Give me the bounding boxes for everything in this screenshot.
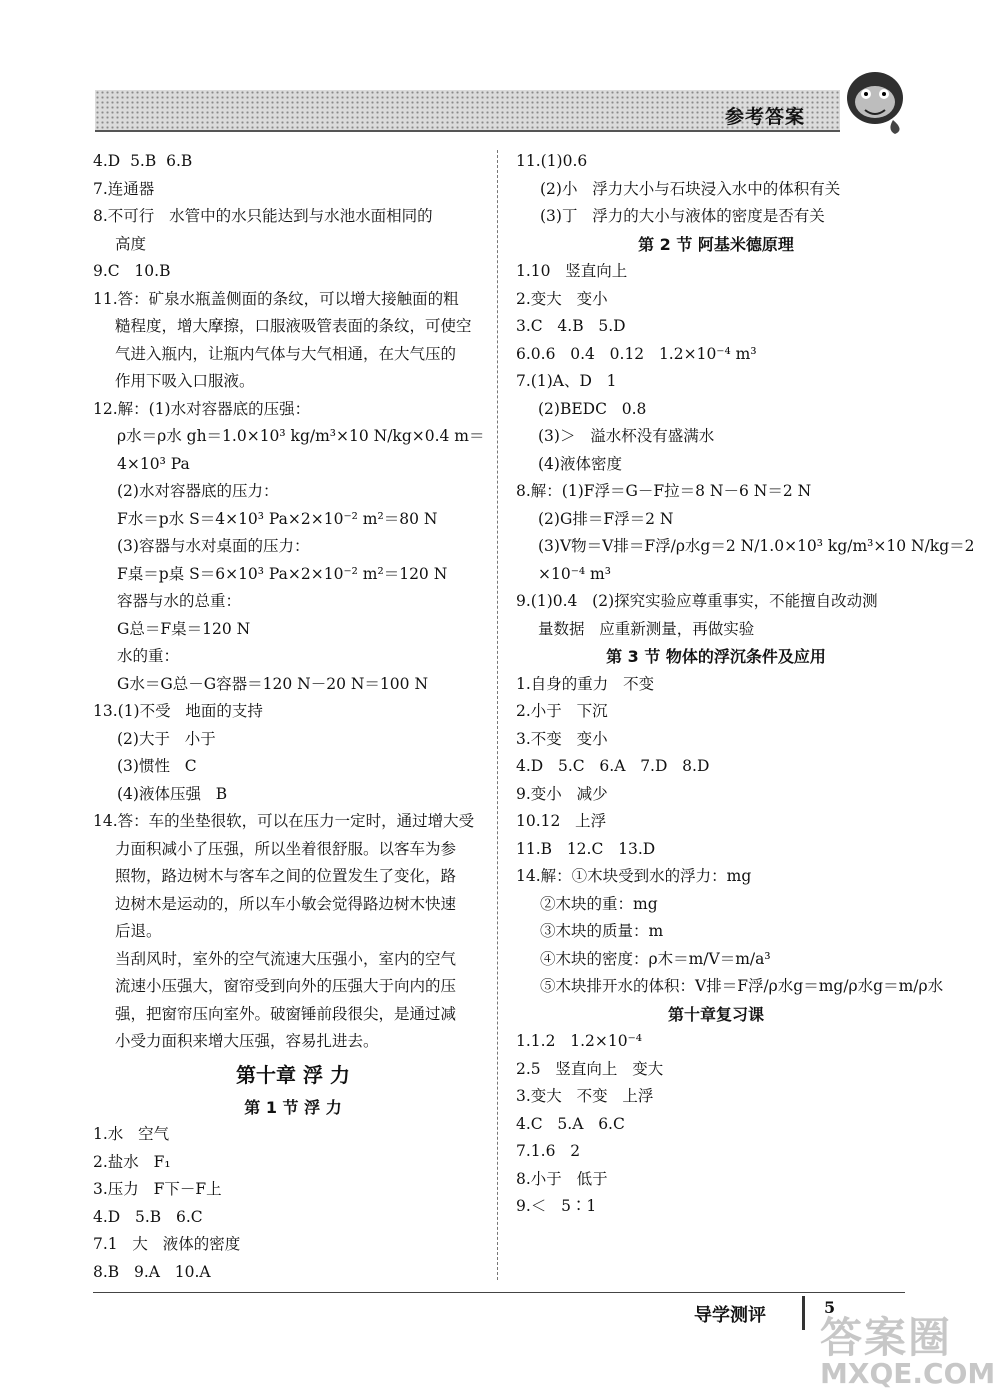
answer-line: G总＝F桌＝120 N — [117, 619, 251, 638]
answer-line: ②木块的重：mg — [540, 894, 658, 913]
answer-line: 流速小压强大，窗帘受到向外的压强大于向内的压 — [115, 977, 457, 995]
answer-line: (3)V物＝V排＝F浮/ρ水g＝2 N/1.0×10³ kg/m³×10 N/kg＝2 — [538, 537, 975, 555]
answer-line: 高度 — [115, 234, 147, 253]
column-divider — [497, 150, 498, 1280]
answer-line: 9.＜ 5∶1 — [516, 1197, 597, 1215]
answer-line: 3.变大 不变 上浮 — [516, 1087, 654, 1105]
section-heading: 第 1 节 浮 力 — [244, 1097, 342, 1117]
answer-line: ⑤木块排开水的体积：V排＝F浮/ρ水g＝mg/ρ水g＝m/ρ水 — [540, 977, 944, 995]
answer-line: ④木块的密度：ρ木＝m/V＝m/a³ — [540, 949, 771, 968]
answer-line: (3)丁 浮力的大小与液体的密度是否有关 — [540, 207, 825, 225]
answer-line: 14.答：车的坐垫很软，可以在压力一定时，通过增大受 — [93, 812, 475, 830]
answer-line: ρ水＝ρ水 gh＝1.0×10³ kg/m³×10 N/kg×0.4 m＝ — [117, 427, 485, 445]
answer-line: 边树木是运动的，所以车小敏会觉得路边树木快速 — [115, 894, 457, 913]
answer-line: 8.小于 低于 — [516, 1169, 608, 1188]
mascot-icon — [835, 60, 915, 140]
answer-line: 3.不变 变小 — [516, 729, 608, 748]
answer-line: (3)容器与水对桌面的压力： — [117, 537, 310, 555]
answer-line: 11.答：矿泉水瓶盖侧面的条纹，可以增大接触面的粗 — [93, 289, 459, 308]
answer-line: 1.1.2 1.2×10⁻⁴ — [516, 1032, 642, 1050]
answer-line: 当刮风时，室外的空气流速大压强小，室内的空气 — [115, 949, 457, 968]
answer-line: 12.解：(1)水对容器底的压强： — [93, 399, 311, 418]
answer-line: 容器与水的总重： — [117, 592, 242, 610]
answer-line: (2)大于 小于 — [117, 729, 216, 748]
footer-title: 导学测评 — [694, 1305, 766, 1326]
answer-line: 2.变大 变小 — [516, 289, 608, 308]
answer-line: 2.5 竖直向上 变大 — [516, 1059, 664, 1078]
answer-line: G水＝G总－G容器＝120 N－20 N＝100 N — [117, 674, 429, 693]
answer-line: 14.解：①木块受到水的浮力：mg — [516, 867, 752, 885]
answer-line: F水＝p水 S＝4×10³ Pa×2×10⁻² m²＝80 N — [117, 509, 438, 528]
answer-line: 7.连通器 — [93, 179, 155, 198]
answer-line: F桌＝p桌 S＝6×10³ Pa×2×10⁻² m²＝120 N — [117, 564, 448, 583]
answer-line: (3)惯性 C — [117, 757, 197, 775]
answer-line: (2)水对容器底的压力： — [117, 482, 279, 500]
answer-line: 4.C 5.A 6.C — [516, 1114, 625, 1133]
answer-line: 1.自身的重力 不变 — [516, 674, 655, 693]
answer-line: (4)液体压强 B — [117, 784, 228, 803]
answer-line: 9.变小 减少 — [516, 784, 608, 803]
answer-line: (2)BEDC 0.8 — [538, 399, 647, 418]
answer-line: (4)液体密度 — [538, 454, 622, 473]
answer-line: 4.D 5.B 6.C — [93, 1207, 203, 1226]
page-number: 5 — [824, 1298, 836, 1317]
answer-line: 13.(1)不受 地面的支持 — [93, 702, 263, 720]
answer-line: 9.(1)0.4 (2)探究实验应尊重事实，不能擅自改动测 — [516, 592, 878, 610]
answer-line: 8.B 9.A 10.A — [93, 1262, 211, 1281]
answer-line: 3.压力 F下－F上 — [93, 1180, 222, 1198]
section-heading: 第 2 节 阿基米德原理 — [638, 234, 794, 254]
section-heading: 第十章复习课 — [667, 1004, 764, 1024]
answer-line: 8.不可行 水管中的水只能达到与水池水面相同的 — [93, 207, 433, 225]
answer-line: 9.C 10.B — [93, 262, 171, 280]
answer-line: 2.小于 下沉 — [516, 702, 608, 720]
footer-rule — [93, 1292, 905, 1293]
watermark — [820, 1305, 1000, 1390]
answer-line: 小受力面积来增大压强，容易扎进去。 — [115, 1032, 379, 1050]
answer-line: 1.10 竖直向上 — [516, 262, 628, 280]
answer-line: (2)小 浮力大小与石块浸入水中的体积有关 — [540, 179, 841, 198]
answer-line: 7.1 大 液体的密度 — [93, 1235, 241, 1253]
answer-line: 1.水 空气 — [93, 1125, 170, 1143]
chapter-heading: 第十章 浮 力 — [236, 1062, 350, 1087]
header-title: 参考答案 — [725, 106, 806, 128]
answer-line: 7.1.6 2 — [516, 1142, 581, 1160]
watermark-url-text: MXQE.COM — [820, 1357, 996, 1390]
answer-line: 7.(1)A、D 1 — [516, 372, 617, 390]
answer-line: 6.0.6 0.4 0.12 1.2×10⁻⁴ m³ — [516, 344, 757, 363]
answer-line: 力面积减小了压强，所以坐着很舒服。以客车为参 — [115, 839, 457, 858]
answer-line: 量数据 应重新测量，再做实验 — [538, 619, 755, 638]
answer-line: ×10⁻⁴ m³ — [538, 564, 611, 583]
footer-separator — [802, 1296, 805, 1330]
answer-line: 后退。 — [115, 922, 162, 940]
answer-line: 水的重： — [117, 647, 180, 665]
answer-line: ③木块的质量：m — [540, 922, 664, 940]
answer-line: 4×10³ Pa — [117, 454, 190, 473]
answer-line: 11.B 12.C 13.D — [516, 839, 656, 858]
answer-line: 照物，路边树木与客车之间的位置发生了变化，路 — [115, 867, 457, 885]
answer-line: 3.C 4.B 5.D — [516, 317, 626, 335]
right-column — [516, 148, 975, 1221]
watermark-logo-text: 答案圈 — [820, 1313, 953, 1362]
answer-line: 2.盐水 F₁ — [93, 1152, 171, 1171]
left-column — [93, 148, 493, 1286]
answer-line: 4.D 5.B 6.B — [93, 152, 193, 170]
answer-line: (3)＞ 溢水杯没有盛满水 — [538, 427, 715, 445]
answer-line: 10.12 上浮 — [516, 812, 607, 830]
answer-line: 11.(1)0.6 — [516, 152, 588, 170]
answer-line: 气进入瓶内，让瓶内气体与大气相通，在大气压的 — [115, 344, 457, 363]
answer-line: 糙程度，增大摩擦，口服液吸管表面的条纹，可使空 — [115, 317, 472, 335]
answer-line: 强，把窗帘压向室外。破窗锤前段很尖，是通过减 — [115, 1004, 457, 1023]
answer-line: 4.D 5.C 6.A 7.D 8.D — [516, 757, 710, 775]
answer-line: (2)G排＝F浮＝2 N — [538, 509, 674, 528]
answer-line: 8.解：(1)F浮＝G－F拉＝8 N－6 N＝2 N — [516, 482, 812, 500]
answer-line: 作用下吸入口服液。 — [115, 372, 255, 390]
section-heading: 第 3 节 物体的浮沉条件及应用 — [606, 647, 826, 666]
